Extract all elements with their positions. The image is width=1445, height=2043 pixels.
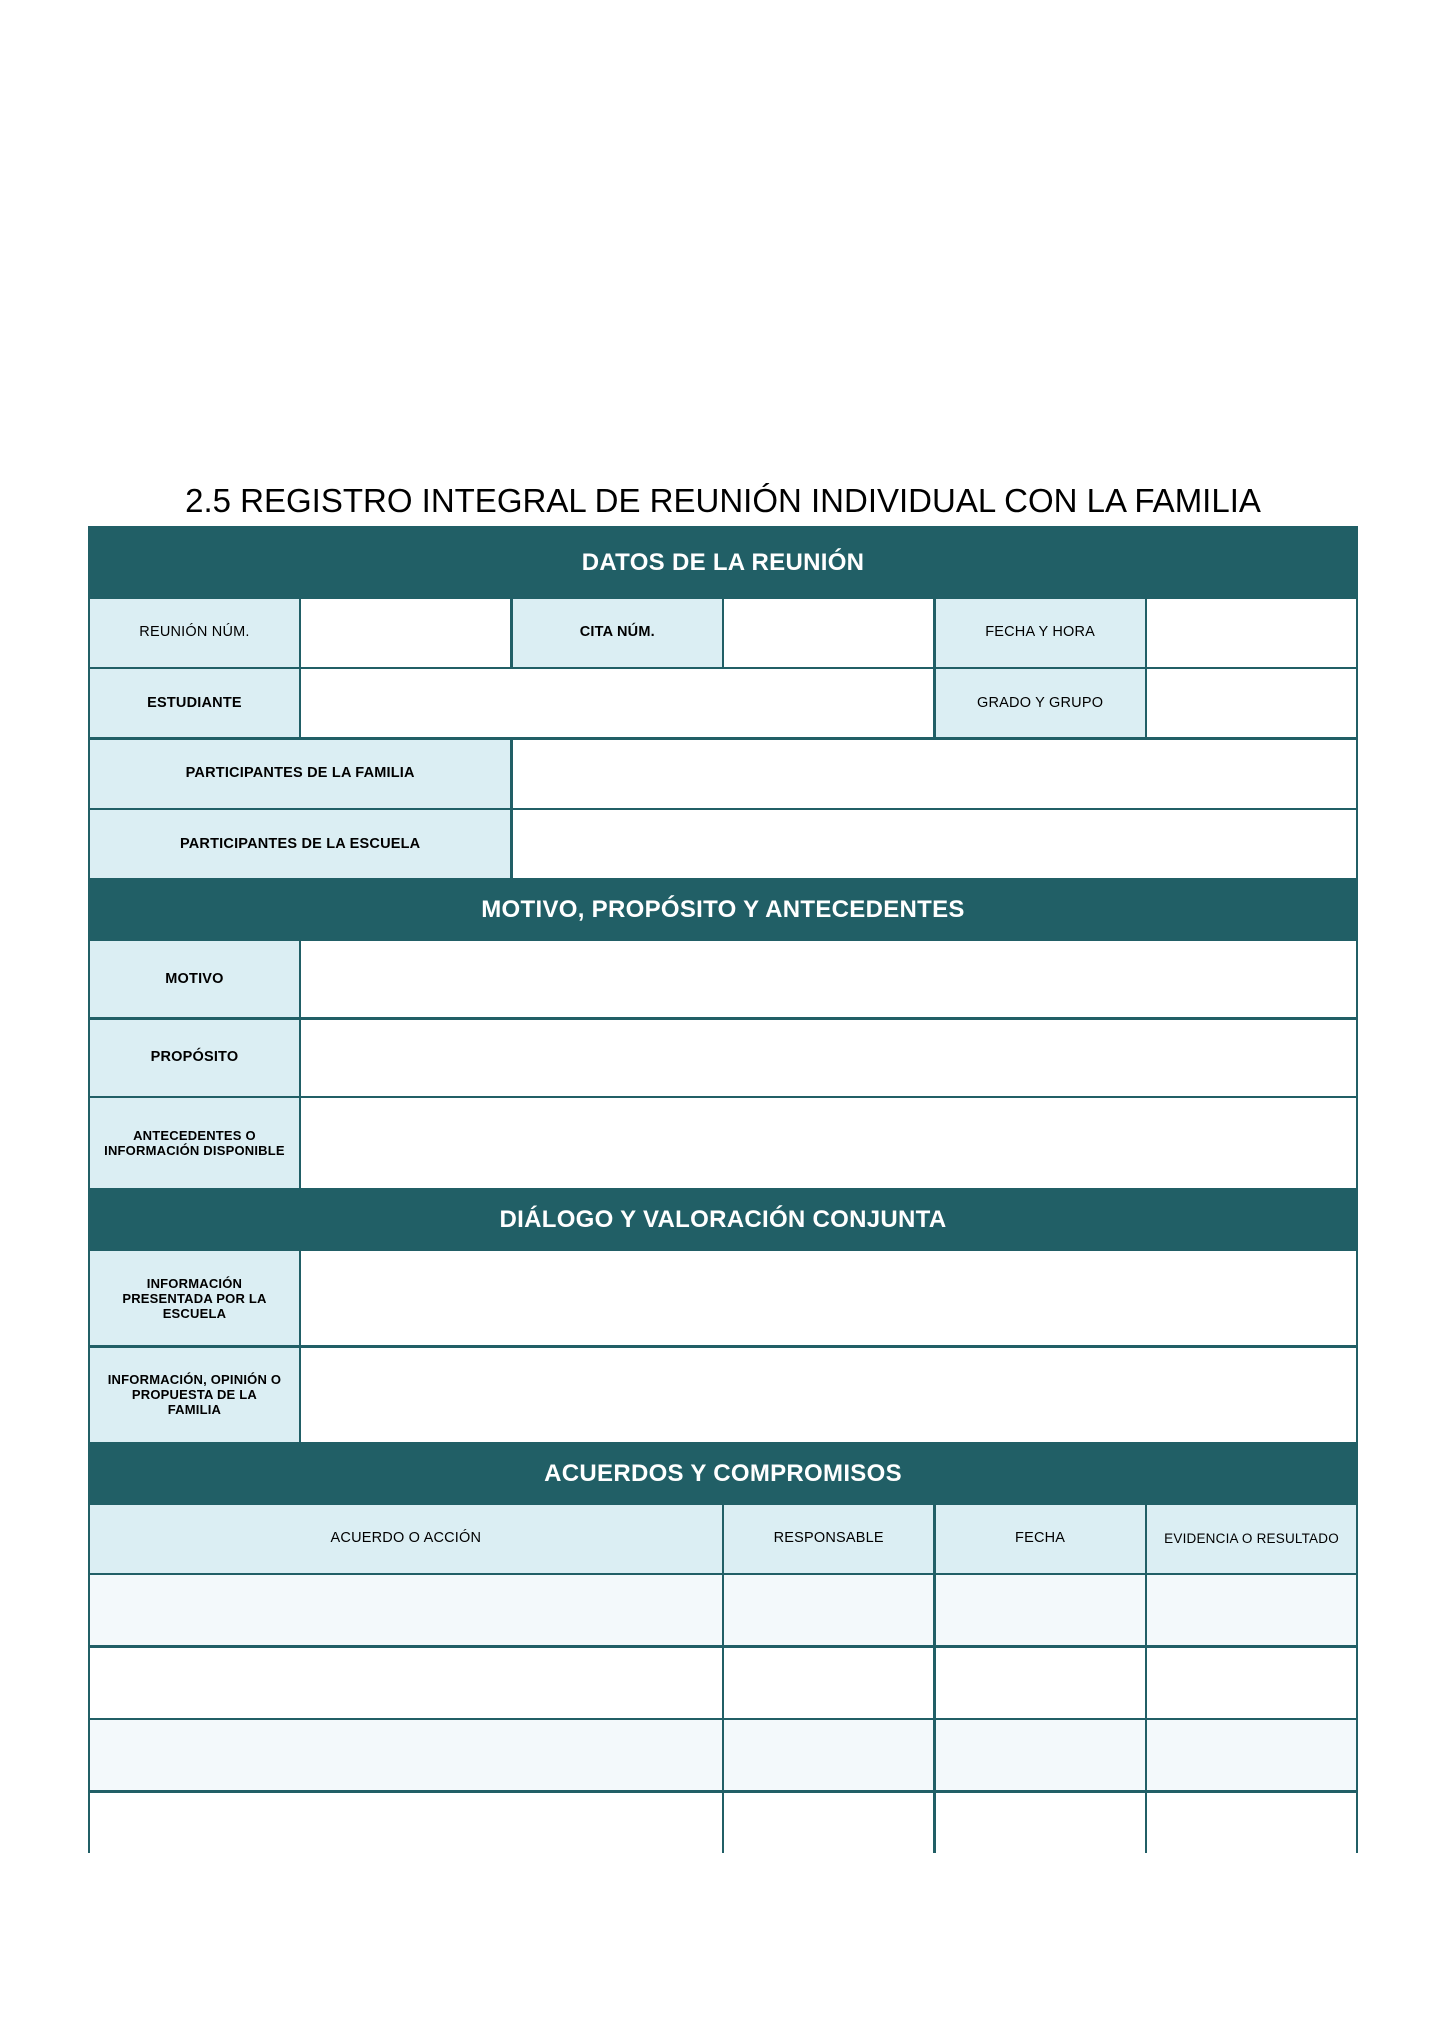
agreement-cell-responsable[interactable] — [724, 1793, 933, 1863]
field-info-escuela[interactable] — [301, 1251, 1356, 1345]
agreement-cell-fecha[interactable] — [936, 1575, 1145, 1645]
field-cita-num[interactable] — [724, 599, 933, 667]
label-participantes-escuela: PARTICIPANTES DE LA ESCUELA — [90, 810, 510, 878]
label-estudiante: ESTUDIANTE — [90, 669, 299, 737]
field-info-familia[interactable] — [301, 1348, 1356, 1442]
column-header-responsable: RESPONSABLE — [724, 1505, 933, 1573]
agreement-cell-accion[interactable] — [90, 1648, 722, 1718]
field-proposito[interactable] — [301, 1020, 1356, 1096]
section-header-acuerdos: ACUERDOS Y COMPROMISOS — [90, 1444, 1356, 1502]
label-reunion-num: REUNIÓN NÚM. — [90, 599, 299, 667]
agreement-cell-fecha[interactable] — [936, 1793, 1145, 1863]
field-estudiante[interactable] — [301, 669, 933, 737]
agreement-cell-evidencia[interactable] — [1147, 1575, 1356, 1645]
agreement-cell-fecha[interactable] — [936, 1720, 1145, 1790]
section-header-dialogo: DIÁLOGO Y VALORACIÓN CONJUNTA — [90, 1191, 1356, 1249]
label-participantes-familia: PARTICIPANTES DE LA FAMILIA — [90, 740, 510, 808]
column-header-acuerdo: ACUERDO O ACCIÓN — [90, 1505, 722, 1573]
label-cita-num: CITA NÚM. — [513, 599, 722, 667]
agreement-cell-evidencia[interactable] — [1147, 1793, 1356, 1863]
agreement-cell-accion[interactable] — [90, 1575, 722, 1645]
label-info-escuela: INFORMACIÓN PRESENTADA POR LA ESCUELA — [90, 1251, 299, 1345]
agreement-cell-accion[interactable] — [90, 1720, 722, 1790]
agreement-cell-responsable[interactable] — [724, 1575, 933, 1645]
agreement-cell-evidencia[interactable] — [1147, 1648, 1356, 1718]
label-grado-grupo: GRADO Y GRUPO — [936, 669, 1145, 737]
agreement-cell-responsable[interactable] — [724, 1720, 933, 1790]
label-antecedentes: ANTECEDENTES O INFORMACIÓN DISPONIBLE — [90, 1098, 299, 1188]
section-header-datos: DATOS DE LA REUNIÓN — [90, 528, 1356, 596]
field-reunion-num[interactable] — [301, 599, 510, 667]
label-proposito: PROPÓSITO — [90, 1020, 299, 1096]
field-participantes-familia[interactable] — [513, 740, 1356, 808]
agreement-cell-evidencia[interactable] — [1147, 1720, 1356, 1790]
label-fecha-hora: FECHA Y HORA — [936, 599, 1145, 667]
document-title: 2.5 REGISTRO INTEGRAL DE REUNIÓN INDIVIDUAL CON LA FAMILIA — [185, 482, 1261, 519]
field-grado-grupo[interactable] — [1147, 669, 1356, 737]
field-antecedentes[interactable] — [301, 1098, 1356, 1188]
meeting-record-form — [88, 526, 1358, 1853]
agreement-cell-accion[interactable] — [90, 1793, 722, 1863]
section-header-motivo: MOTIVO, PROPÓSITO Y ANTECEDENTES — [90, 881, 1356, 939]
agreement-cell-fecha[interactable] — [936, 1648, 1145, 1718]
field-fecha-hora[interactable] — [1147, 599, 1356, 667]
field-participantes-escuela[interactable] — [513, 810, 1356, 878]
agreement-cell-responsable[interactable] — [724, 1648, 933, 1718]
column-header-evidencia: EVIDENCIA O RESULTADO — [1147, 1505, 1356, 1573]
label-motivo: MOTIVO — [90, 941, 299, 1017]
field-motivo[interactable] — [301, 941, 1356, 1017]
label-info-familia: INFORMACIÓN, OPINIÓN O PROPUESTA DE LA FAMILIA — [90, 1348, 299, 1442]
column-header-fecha: FECHA — [936, 1505, 1145, 1573]
